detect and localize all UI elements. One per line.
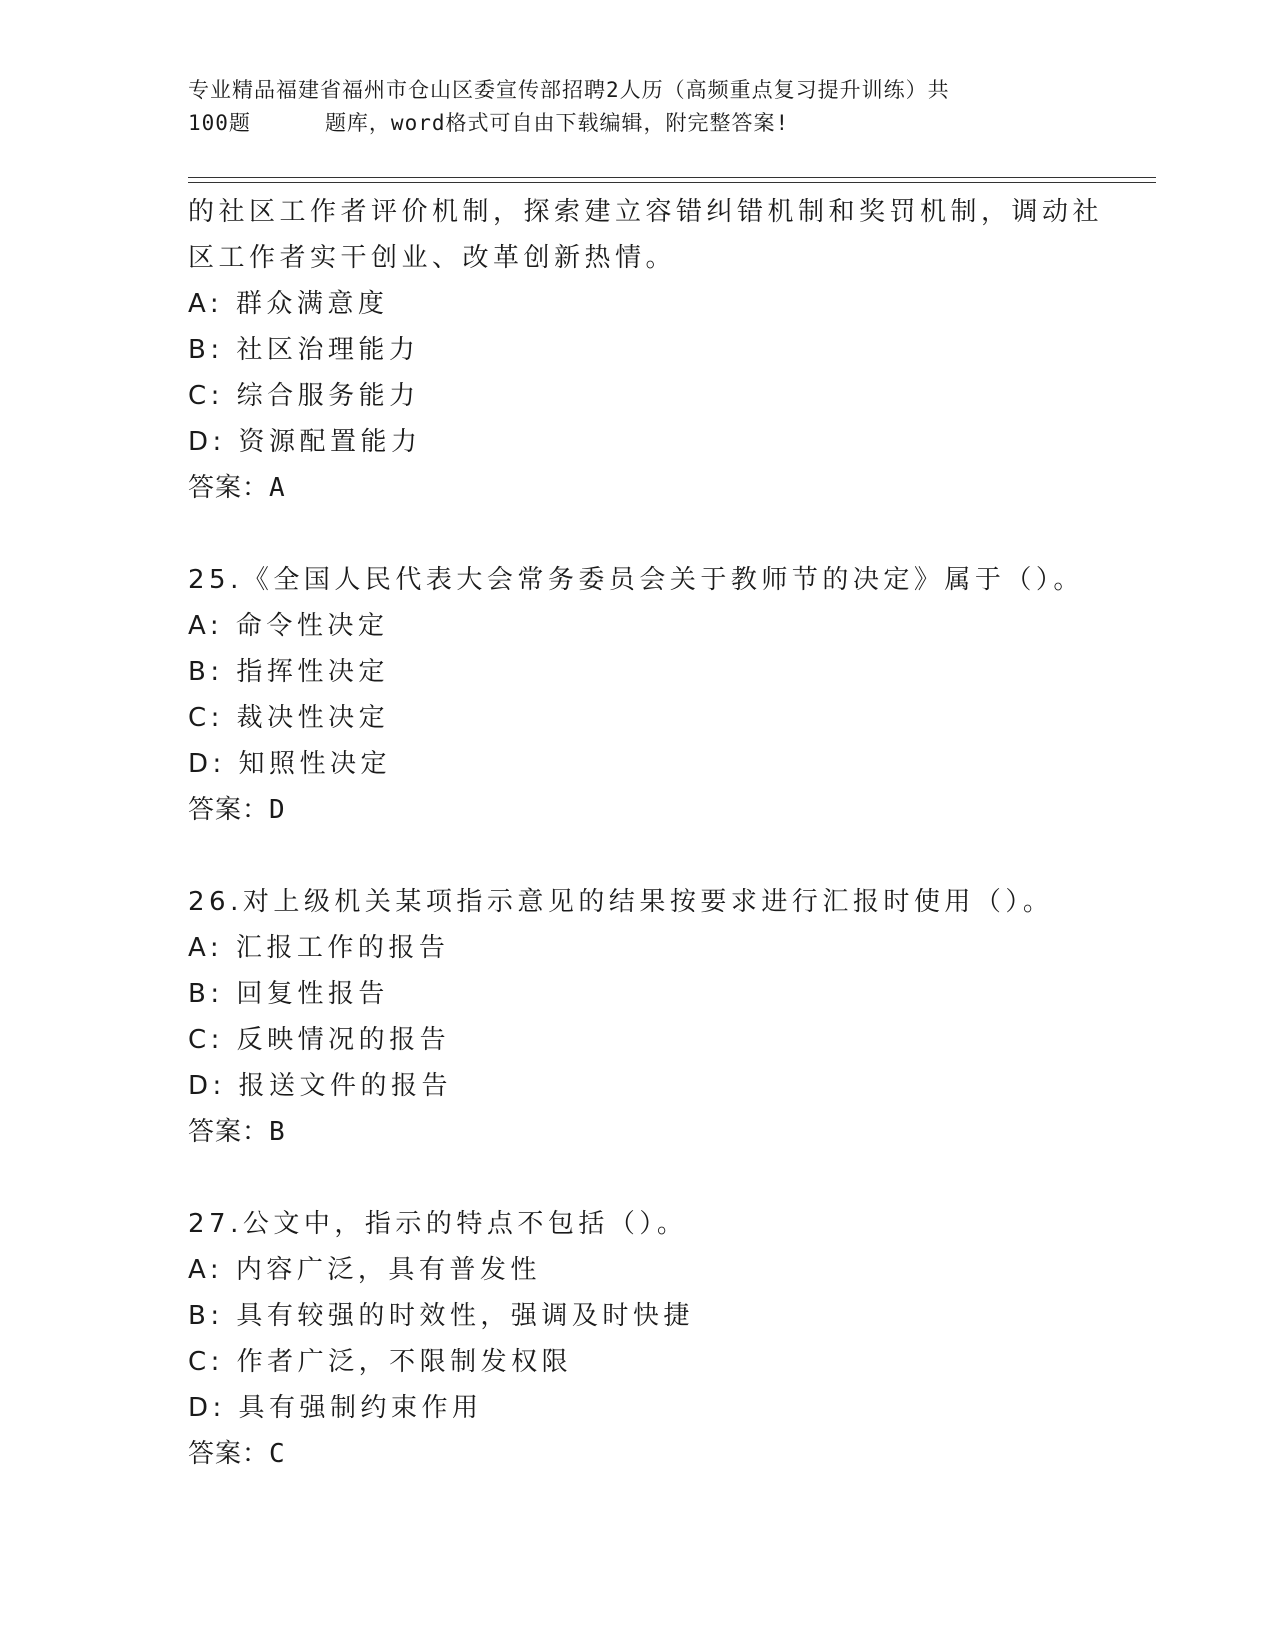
- answer-value: C: [269, 1439, 286, 1469]
- option-c: C: 综合服务能力: [188, 381, 420, 411]
- question-stem-continued: 的社区工作者评价机制，探索建立容错纠错机制和奖罚机制，调动社: [188, 197, 1104, 227]
- question-stem: 27.公文中，指示的特点不包括（）。: [188, 1209, 688, 1239]
- question-content: [188, 189, 1104, 1477]
- option-a: A: 群众满意度: [188, 289, 389, 319]
- option-d: D: 知照性决定: [188, 749, 392, 779]
- question-stem: 26.对上级机关某项指示意见的结果按要求进行汇报时使用（）。: [188, 887, 1054, 917]
- question-block-continued: [188, 189, 1104, 511]
- option-d: D: 具有强制约束作用: [188, 1393, 483, 1423]
- answer-label: 答案：: [188, 795, 270, 825]
- option-d: D: 报送文件的报告: [188, 1071, 453, 1101]
- question-stem: 25.《全国人民代表大会常务委员会关于教师节的决定》属于（）。: [188, 565, 1084, 595]
- answer-label: 答案：: [188, 1439, 270, 1469]
- header-description: 题库，word格式可自由下载编辑，附完整答案!: [324, 111, 790, 135]
- header-title-line-2: [188, 107, 1068, 140]
- option-a: A: 内容广泛，具有普发性: [188, 1255, 541, 1285]
- header-title-line-1: 专业精品福建省福州市仓山区委宣传部招聘2人历（高频重点复习提升训练）共: [188, 78, 950, 102]
- option-d: D: 资源配置能力: [188, 427, 422, 457]
- header-count: 100题: [188, 111, 251, 135]
- option-b: B: 社区治理能力: [188, 335, 420, 365]
- question-stem-continued: 区工作者实干创业、改革创新热情。: [188, 243, 677, 273]
- answer-label: 答案：: [188, 1117, 270, 1147]
- option-b: B: 回复性报告: [188, 979, 389, 1009]
- answer-line: [188, 787, 1088, 833]
- document-header: [188, 74, 1068, 140]
- option-a: A: 汇报工作的报告: [188, 933, 450, 963]
- answer-line: [188, 1109, 1088, 1155]
- answer-value: D: [269, 795, 286, 825]
- option-a: A: 命令性决定: [188, 611, 389, 641]
- answer-label: 答案：: [188, 473, 270, 503]
- header-divider-top: [188, 177, 1156, 178]
- question-block-25: [188, 557, 1088, 833]
- answer-value: A: [269, 473, 286, 503]
- header-divider-bottom: [188, 182, 1156, 183]
- option-b: B: 指挥性决定: [188, 657, 389, 687]
- option-c: C: 裁决性决定: [188, 703, 390, 733]
- answer-line: [188, 1431, 1088, 1477]
- answer-value: B: [269, 1117, 286, 1147]
- option-c: C: 反映情况的报告: [188, 1025, 451, 1055]
- question-block-27: [188, 1201, 1088, 1477]
- answer-line: [188, 465, 1088, 511]
- question-block-26: [188, 879, 1088, 1155]
- option-c: C: 作者广泛，不限制发权限: [188, 1347, 573, 1377]
- option-b: B: 具有较强的时效性，强调及时快捷: [188, 1301, 694, 1331]
